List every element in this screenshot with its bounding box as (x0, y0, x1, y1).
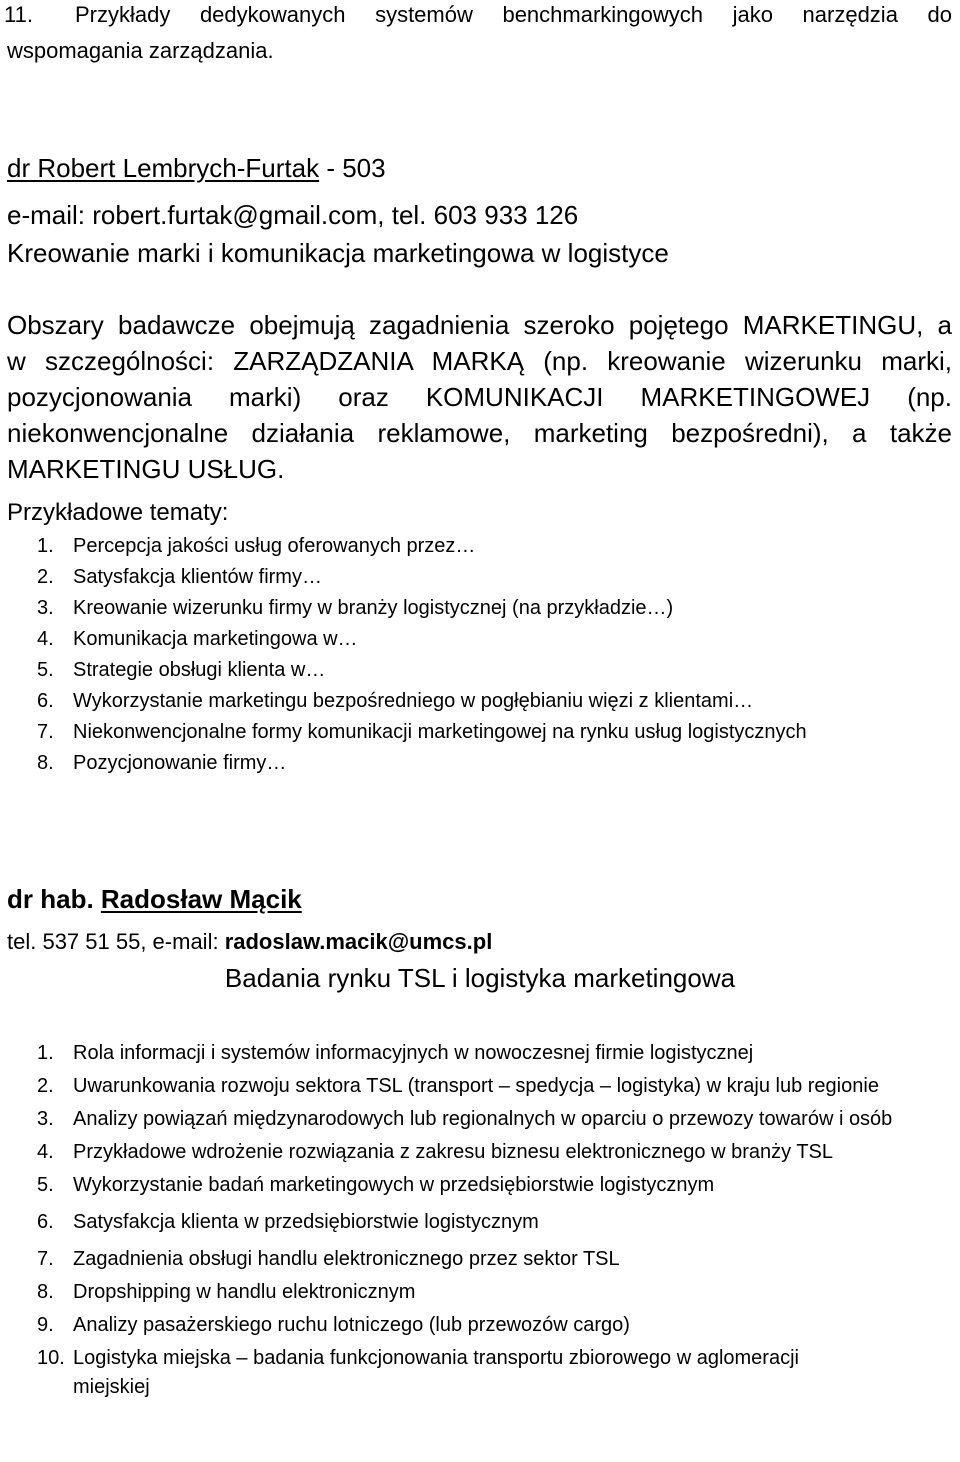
supervisor-2-email: radoslaw.macik@umcs.pl (224, 929, 493, 954)
list-item: 6. Wykorzystanie marketingu bezpośredniego w pogłębianiu więzi z klientami… (37, 690, 754, 712)
supervisor-1-header (7, 150, 952, 186)
description-line: MARKETINGU USŁUG. (7, 454, 285, 484)
description-line: Obszary badawcze obejmują zagadnienia szeroko pojętego MARKETINGU, a (7, 310, 952, 340)
supervisor-1-course: Kreowanie marki i komunikacja marketingowa w logistyce (7, 238, 669, 268)
supervisor-2-course: Badania rynku TSL i logistyka marketingowa (224, 963, 736, 993)
supervisor-1-contact: e-mail: robert.furtak@gmail.com, tel. 603 933 126 (7, 200, 579, 230)
description-line: w szczególności: ZARZĄDZANIA MARKĄ (np. kreowanie wizerunku marki, (7, 346, 952, 376)
list-item: 4. Komunikacja marketingowa w… (37, 628, 358, 650)
supervisor-2-phone: tel. 537 51 55, e-mail: (7, 929, 225, 954)
list-item: 7. Zagadnienia obsługi handlu elektronicznego przez sektor TSL (37, 1248, 620, 1270)
description-line: niekonwencjonalne działania reklamowe, marketing bezpośredni), a także (7, 418, 952, 448)
top-item-line-2: wspomagania zarządzania. (7, 38, 274, 63)
supervisor-2-topic-list (0, 1039, 960, 1402)
list-item: 5. Wykorzystanie badań marketingowych w przedsiębiorstwie logistycznym (37, 1174, 715, 1196)
list-item: 2. Satysfakcja klientów firmy… (37, 566, 322, 588)
supervisor-2-header (7, 881, 952, 917)
supervisor-2-name: Radosław Mącik (100, 884, 302, 914)
top-item-number: 11. (4, 2, 33, 27)
supervisor-1-room: - 503 (319, 153, 386, 183)
list-item: 8. Dropshipping w handlu elektronicznym (37, 1281, 416, 1303)
list-item: 4. Przykładowe wdrożenie rozwiązania z zakresu biznesu elektronicznego w branży TSL (37, 1141, 833, 1163)
list-item: 8. Pozycjonowanie firmy… (37, 752, 287, 774)
top-item-line-1: Przykłady dedykowanych systemów benchmarkingowych jako narzędzia do (75, 2, 952, 27)
supervisor-1-topic-list (0, 533, 960, 777)
supervisor-2-title: dr hab. (7, 884, 101, 914)
list-item: 1. Rola informacji i systemów informacyjnych w nowoczesnej firmie logistycznej (37, 1042, 754, 1064)
topics-heading: Przykładowe tematy: (7, 499, 229, 526)
list-item: 9. Analizy pasażerskiego ruchu lotniczego (lub przewozów cargo) (37, 1314, 630, 1336)
list-item: 3. Analizy powiązań międzynarodowych lub regionalnych w oparciu o przewozy towarów i osób (37, 1108, 893, 1130)
list-item: 1. Percepcja jakości usług oferowanych przez… (37, 535, 476, 557)
list-item: 2. Uwarunkowania rozwoju sektora TSL (transport – spedycja – logistyka) w kraju lub regionie (37, 1075, 879, 1097)
list-item: 5. Strategie obsługi klienta w… (37, 659, 326, 681)
supervisor-2-contact (7, 927, 952, 956)
list-item: 7. Niekonwencjonalne formy komunikacji marketingowej na rynku usług logistycznych (37, 721, 807, 743)
list-item: 3. Kreowanie wizerunku firmy w branży logistycznej (na przykładzie…) (37, 597, 674, 619)
top-list-item (0, 0, 952, 65)
supervisor-1-description (7, 307, 952, 487)
list-item: 6. Satysfakcja klienta w przedsiębiorstwie logistycznym (37, 1211, 539, 1233)
list-item: 10. Logistyka miejska – badania funkcjonowania transportu zbiorowego w aglomeracji miejskiej (37, 1347, 799, 1398)
supervisor-1-name: dr Robert Lembrych-Furtak (7, 153, 320, 183)
description-line: pozycjonowania marki) oraz KOMUNIKACJI MARKETINGOWEJ (np. (7, 382, 952, 412)
